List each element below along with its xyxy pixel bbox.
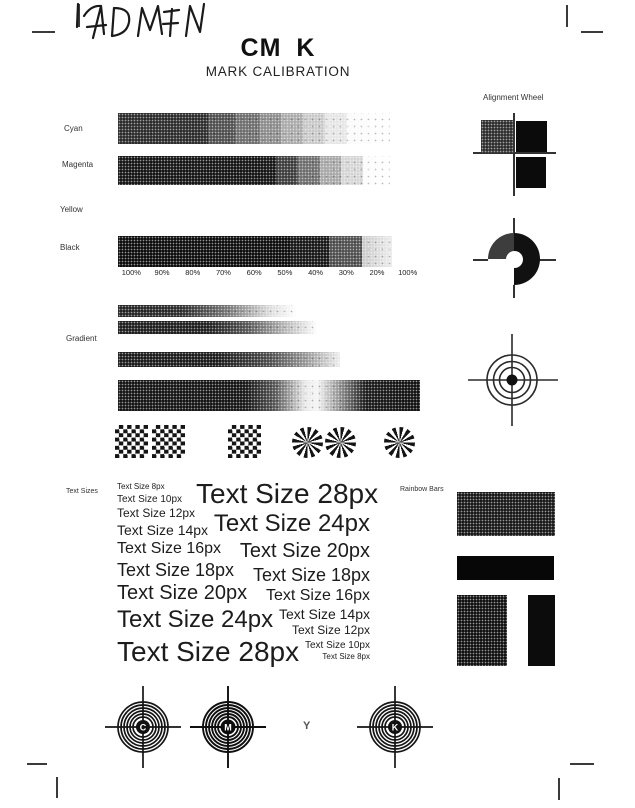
registration-mark-top-right-tick [566, 5, 568, 27]
scale-label: 90% [154, 268, 170, 277]
cmyk-bullseye-targets [90, 676, 450, 776]
scale-label: 80% [185, 268, 201, 277]
gradient-bar-4 [118, 380, 420, 411]
scale-label: 100% [398, 268, 418, 277]
black-target-letter: K [391, 722, 399, 733]
black-bar-label: Black [60, 243, 80, 252]
registration-mark-bottom-right-tick [558, 778, 560, 800]
title-cm: CM [240, 34, 282, 62]
rainbow-bar-top [457, 492, 555, 536]
rainbow-bar-bottom-right-block [528, 595, 555, 666]
text-sample-20px: Text Size 20px [117, 582, 248, 605]
text-sample-10px: Text Size 10px [117, 493, 183, 505]
cyan-bullseye [105, 686, 181, 768]
yellow-bar-label: Yellow [60, 205, 83, 214]
registration-mark-bottom-right-dash [570, 763, 594, 765]
target-center-dot [507, 375, 518, 386]
registration-mark-bottom-left-dash [27, 763, 47, 765]
alignment-concentric-target [460, 332, 570, 432]
title-k: K [296, 34, 316, 62]
text-sample-12px: Text Size 12px [291, 623, 370, 638]
magenta-target-letter: M [224, 722, 232, 733]
scale-label: 50% [277, 268, 293, 277]
magenta-bar-label: Magenta [62, 160, 94, 169]
density-scale-labels [116, 268, 423, 277]
text-sizes-descending-column [196, 478, 379, 664]
alignment-square-top-left [481, 120, 513, 153]
gradient-section-label: Gradient [66, 334, 97, 343]
text-sample-10px: Text Size 10px [304, 639, 370, 651]
checkerboard-pattern-3 [228, 425, 261, 458]
cyan-bar-label: Cyan [64, 124, 83, 133]
magenta-density-bar [118, 156, 390, 185]
gradient-bar-3 [118, 352, 340, 367]
text-sample-16px: Text Size 16px [117, 540, 222, 558]
scale-label: 30% [338, 268, 354, 277]
starburst-pattern-3 [384, 427, 415, 458]
text-sample-28px: Text Size 28px [196, 478, 379, 509]
black-density-bar [118, 236, 392, 267]
text-sample-16px: Text Size 16px [265, 586, 370, 604]
page-title [0, 34, 556, 63]
starburst-pattern-1 [292, 427, 323, 458]
registration-mark-bottom-left-tick [56, 777, 58, 798]
text-sample-14px: Text Size 14px [117, 521, 209, 538]
text-sample-14px: Text Size 14px [278, 605, 370, 622]
cyan-target-letter: C [139, 722, 147, 733]
checkerboard-pattern-2 [152, 425, 185, 458]
starburst-pattern-2 [325, 427, 356, 458]
alignment-square-top-right [516, 121, 547, 152]
scale-label: 60% [246, 268, 262, 277]
magenta-bullseye [190, 686, 266, 768]
rainbow-bar-bottom-left-block [457, 595, 507, 666]
text-sizes-label: Text Sizes [66, 488, 98, 495]
alignment-square-crosshair-vertical [513, 113, 515, 196]
scale-label: 100% [121, 268, 141, 277]
registration-mark-top-left-dash [32, 31, 55, 33]
text-sample-8px: Text Size 8px [322, 651, 370, 661]
page-subtitle: MARK CALIBRATION [205, 64, 351, 79]
scale-label: 70% [215, 268, 231, 277]
alignment-wheel-donut [488, 233, 540, 285]
scale-label: 40% [308, 268, 324, 277]
black-bullseye [357, 686, 433, 768]
rainbow-bars-label: Rainbow Bars [400, 486, 444, 493]
gradient-bar-2 [118, 321, 317, 334]
cyan-density-bar [118, 113, 390, 144]
text-sample-18px: Text Size 18px [252, 564, 370, 585]
alignment-wheel-label: Alignment Wheel [483, 93, 544, 102]
scale-label: 20% [369, 268, 385, 277]
text-sample-28px: Text Size 28px [117, 635, 300, 667]
alignment-square-bottom-right [516, 157, 546, 188]
checkerboard-pattern-1 [115, 425, 148, 458]
text-sample-20px: Text Size 20px [239, 540, 370, 563]
text-sample-24px: Text Size 24px [213, 510, 370, 538]
yellow-target-letter: Y [303, 720, 311, 732]
registration-mark-top-right-dash [581, 31, 603, 33]
text-sample-8px: Text Size 8px [117, 482, 165, 491]
text-sample-24px: Text Size 24px [117, 605, 274, 633]
text-sample-18px: Text Size 18px [117, 560, 235, 581]
rainbow-bar-middle [457, 556, 554, 580]
gradient-bar-1 [118, 305, 297, 317]
text-sample-12px: Text Size 12px [117, 506, 196, 521]
